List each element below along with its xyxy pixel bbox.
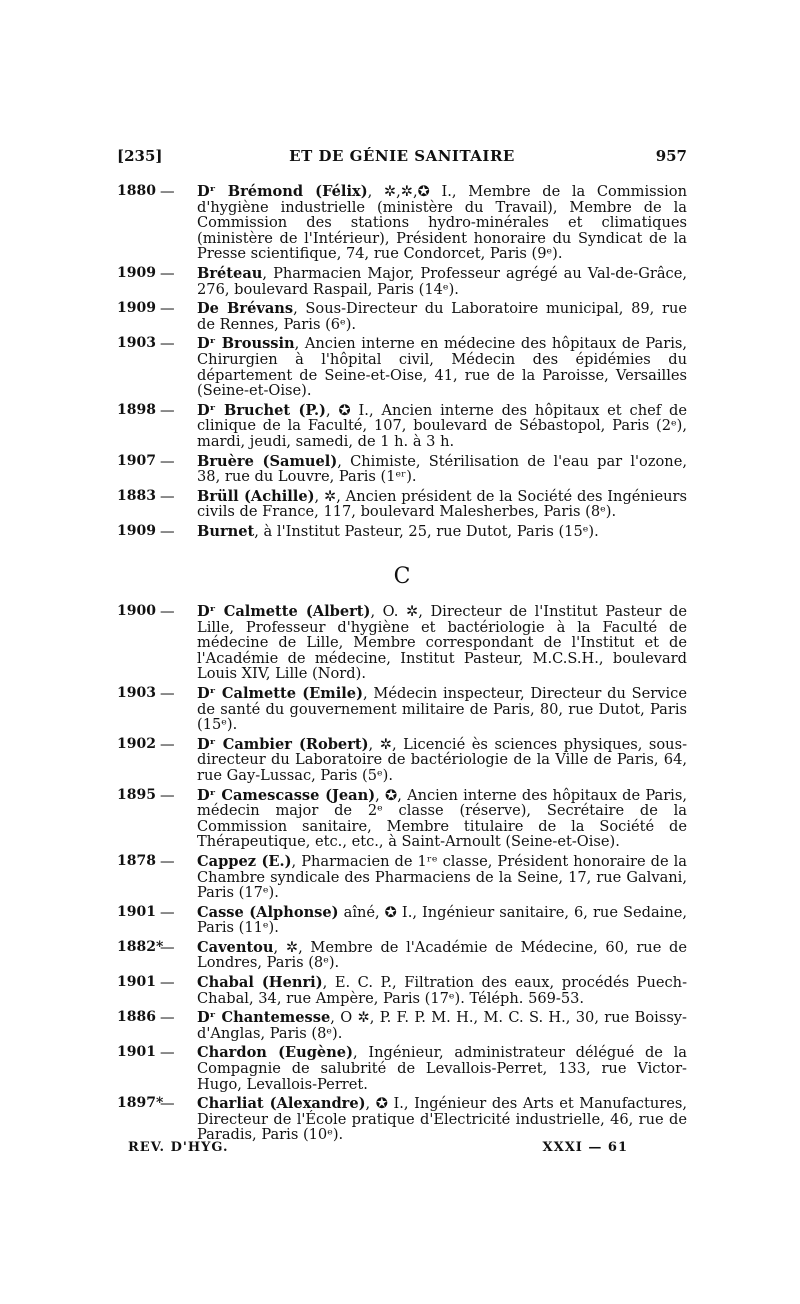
running-head <box>117 147 687 167</box>
entry-name: Charliat (Alexandre) <box>197 1095 366 1113</box>
entry-name: Calmette (Albert) <box>223 603 371 620</box>
entries-b-section <box>117 184 687 543</box>
entry-description: , Ancien interne en médecine des hôpitaux de Paris, Chirurgien à l'hôpital civil, Médecin des épidémies du département de Seine-et-Oise, 41, rue de la Paroisse, Versailles (Seine-et-Oise). <box>197 335 688 400</box>
entry-year: 1886 <box>117 1009 156 1026</box>
list-item <box>117 686 687 733</box>
entry-description: , Pharmacien de 1ʳᵉ classe, Président honoraire de la Chambre syndicale des Pharmaciens de la Seine, 17, rue Galvani, Paris (17ᵉ). <box>197 852 688 902</box>
entry-year: 1901 <box>117 903 156 920</box>
entry-dash: — <box>160 335 175 353</box>
entry-description: , Médecin inspecteur, Directeur du Service de santé du gouvernement militaire de Paris, 80, rue Dutot, Paris (15ᵉ). <box>197 684 687 734</box>
list-item <box>117 1096 687 1143</box>
entry-year: 1895 <box>117 786 156 803</box>
list-item <box>117 905 687 936</box>
entry-year: 1897* <box>117 1095 164 1112</box>
entry-dash: — <box>160 300 175 318</box>
entry-title-prefix: Dʳ <box>197 335 222 353</box>
list-item <box>117 1045 687 1092</box>
entries-c-section <box>117 604 687 1147</box>
entry-title-prefix: Dʳ <box>197 786 222 804</box>
entry-description: , Pharmacien Major, Professeur agrégé au Val-de-Grâce, 276, boulevard Raspail, Paris (14ᵉ). <box>197 264 687 298</box>
list-item <box>117 854 687 901</box>
entry-name: Caventou <box>197 938 274 956</box>
list-item <box>117 403 687 450</box>
list-item <box>117 301 687 332</box>
entry-dash: — <box>160 487 175 505</box>
list-item <box>117 184 687 262</box>
list-item <box>117 940 687 971</box>
footer-signature: XXXI — 61 <box>542 1140 628 1155</box>
entry-dash: — <box>160 1095 175 1113</box>
entry-name: Chardon (Eugène) <box>197 1044 354 1062</box>
entry-description: , ✲,✲,✪ I., Membre de la Commission d'hygiène industrielle (ministère du Travail), Membre de la Commission des stations hydro-minérales et climatiques (ministère de l'Intérieur), Président honoraire du Syndicat de la Presse scientifique, 74, rue Condorcet, Paris (9ᵉ). <box>197 183 687 263</box>
section-letter: C <box>393 564 411 589</box>
entry-name: Brémond (Félix) <box>227 183 368 200</box>
entry-description: , Chimiste, Stérilisation de l'eau par l'ozone, 38, rue du Louvre, Paris (1ᵉʳ). <box>197 452 687 486</box>
entry-dash: — <box>160 903 175 921</box>
footer-journal: REV. D'HYG. <box>128 1140 229 1155</box>
entry-dash: — <box>160 1044 175 1062</box>
entry-dash: — <box>160 684 175 702</box>
entry-name: Bréteau <box>197 264 263 282</box>
entry-year: 1880 <box>117 183 156 199</box>
entry-description: , Ingénieur, administrateur délégué de la Compagnie de salubrité de Levallois-Perret, 133, rue Victor-Hugo, Levallois-Perret. <box>197 1044 687 1093</box>
entry-description: , O ✲, P. F. P. M. H., M. C. S. H., 30, rue Boissy-d'Anglas, Paris (8ᵉ). <box>197 1009 687 1042</box>
page-title: ET DE GÉNIE SANITAIRE <box>289 147 515 165</box>
entry-dash: — <box>160 603 175 620</box>
entry-name: Camescasse (Jean) <box>221 786 376 804</box>
entry-name: Chabal (Henri) <box>197 974 323 992</box>
entry-dash: — <box>160 401 175 419</box>
entry-year: 1900 <box>117 603 156 619</box>
entry-description: , ✪ I., Ancien interne des hôpitaux et chef de clinique de la Faculté, 107, boulevard de Sébastopol, Paris (2ᵉ), mardi, jeudi, samedi, de 1 h. à 3 h. <box>197 401 687 450</box>
entry-name: Casse (Alphonse) <box>197 903 339 921</box>
list-item <box>117 788 687 850</box>
entry-dash: — <box>160 1009 175 1027</box>
list-item <box>117 336 687 398</box>
list-item <box>117 454 687 485</box>
entry-name: Bruchet (P.) <box>224 401 326 419</box>
entry-name: Chantemesse <box>221 1009 331 1027</box>
entry-description: , ✲, Membre de l'Académie de Médecine, 60, rue de Londres, Paris (8ᵉ). <box>197 938 687 972</box>
entry-dash: — <box>160 852 175 870</box>
entry-name: Brüll (Achille) <box>197 487 315 505</box>
entry-description: aîné, ✪ I., Ingénieur sanitaire, 6, rue Sedaine, Paris (11ᵉ). <box>197 903 687 937</box>
entry-year: 1901 <box>117 1044 156 1061</box>
list-item <box>117 604 687 682</box>
entry-description: , ✲, Licencié ès sciences physiques, sous-directeur du Laboratoire de bactériologie de la Ville de Paris, 64, rue Gay-Lussac, Paris (5ᵉ). <box>197 735 687 784</box>
entry-description: , O. ✲, Directeur de l'Institut Pasteur de Lille, Professeur d'hygiène et bactériologie à la Faculté de médecine de Lille, Membre correspondant de l'Institut et de l'Académie de médecine, Institut Pasteur, M.C.S.H., boulevard Louis XIV, Lille (Nord). <box>197 603 687 683</box>
page-bracket-number: [235] <box>117 147 163 165</box>
page-number: 957 <box>655 147 687 165</box>
entry-year: 1909 <box>117 300 156 317</box>
list-item <box>117 489 687 520</box>
entry-dash: — <box>160 786 175 804</box>
entry-name: De Brévans <box>197 300 294 318</box>
entry-name: Broussin <box>221 335 295 353</box>
entry-year: 1898 <box>117 401 156 418</box>
entry-dash: — <box>160 183 175 200</box>
entry-year: 1901 <box>117 974 156 991</box>
entry-year: 1907 <box>117 452 156 469</box>
list-item <box>117 1010 687 1041</box>
entry-year: 1909 <box>117 264 156 281</box>
entry-name: Cambier (Robert) <box>222 735 369 753</box>
entry-dash: — <box>160 452 175 470</box>
entry-name: Calmette (Emile) <box>221 684 363 702</box>
entry-year: 1883 <box>117 487 156 504</box>
list-item <box>117 524 687 540</box>
entry-description: , Sous-Directeur du Laboratoire municipal, 89, rue de Rennes, Paris (6ᵉ). <box>197 300 687 333</box>
entry-description: , ✲, Ancien président de la Société des Ingénieurs civils de France, 117, boulevard Malesherbes, Paris (8ᵉ). <box>197 487 687 521</box>
entry-year: 1878 <box>117 852 156 869</box>
list-item <box>117 737 687 784</box>
entry-year: 1903 <box>117 335 156 352</box>
entry-dash: — <box>160 735 175 753</box>
entry-description: , ✪ I., Ingénieur des Arts et Manufactures, Directeur de l'École pratique d'Electricité industrielle, 46, rue de Paradis, Paris (10ᵉ). <box>197 1095 687 1144</box>
entry-year: 1902 <box>117 735 156 752</box>
list-item <box>117 266 687 297</box>
entry-description: , à l'Institut Pasteur, 25, rue Dutot, Paris (15ᵉ). <box>254 522 599 540</box>
entry-name: Cappez (E.) <box>197 852 292 870</box>
entry-dash: — <box>160 522 175 540</box>
entry-title-prefix: Dʳ <box>197 735 223 753</box>
entry-title-prefix: Dʳ <box>197 1009 222 1027</box>
entry-year: 1882* <box>117 938 164 955</box>
entry-dash: — <box>160 264 175 282</box>
entry-dash: — <box>160 974 175 992</box>
entry-year: 1903 <box>117 684 156 701</box>
entry-description: , E. C. P., Filtration des eaux, procédés Puech-Chabal, 34, rue Ampère, Paris (17ᵉ). Téléph. 569-53. <box>197 974 687 1007</box>
page-footer <box>128 1140 628 1160</box>
entry-name: Bruère (Samuel) <box>197 452 338 470</box>
entry-name: Burnet <box>197 522 255 540</box>
list-item <box>117 975 687 1006</box>
entry-year: 1909 <box>117 522 156 539</box>
entry-title-prefix: Dʳ <box>197 401 225 419</box>
entry-description: , ✪, Ancien interne des hôpitaux de Paris, médecin major de 2ᵉ classe (réserve), Secrétaire de la Commission sanitaire, Membre titulaire de la Société de Thérapeutique, etc., etc., à Saint-Arnoult (Seine-et-Oise). <box>197 786 687 851</box>
entry-title-prefix: Dʳ <box>197 603 224 620</box>
entry-title-prefix: Dʳ <box>197 684 222 702</box>
entry-title-prefix: Dʳ <box>197 183 228 200</box>
entry-dash: — <box>160 938 175 956</box>
